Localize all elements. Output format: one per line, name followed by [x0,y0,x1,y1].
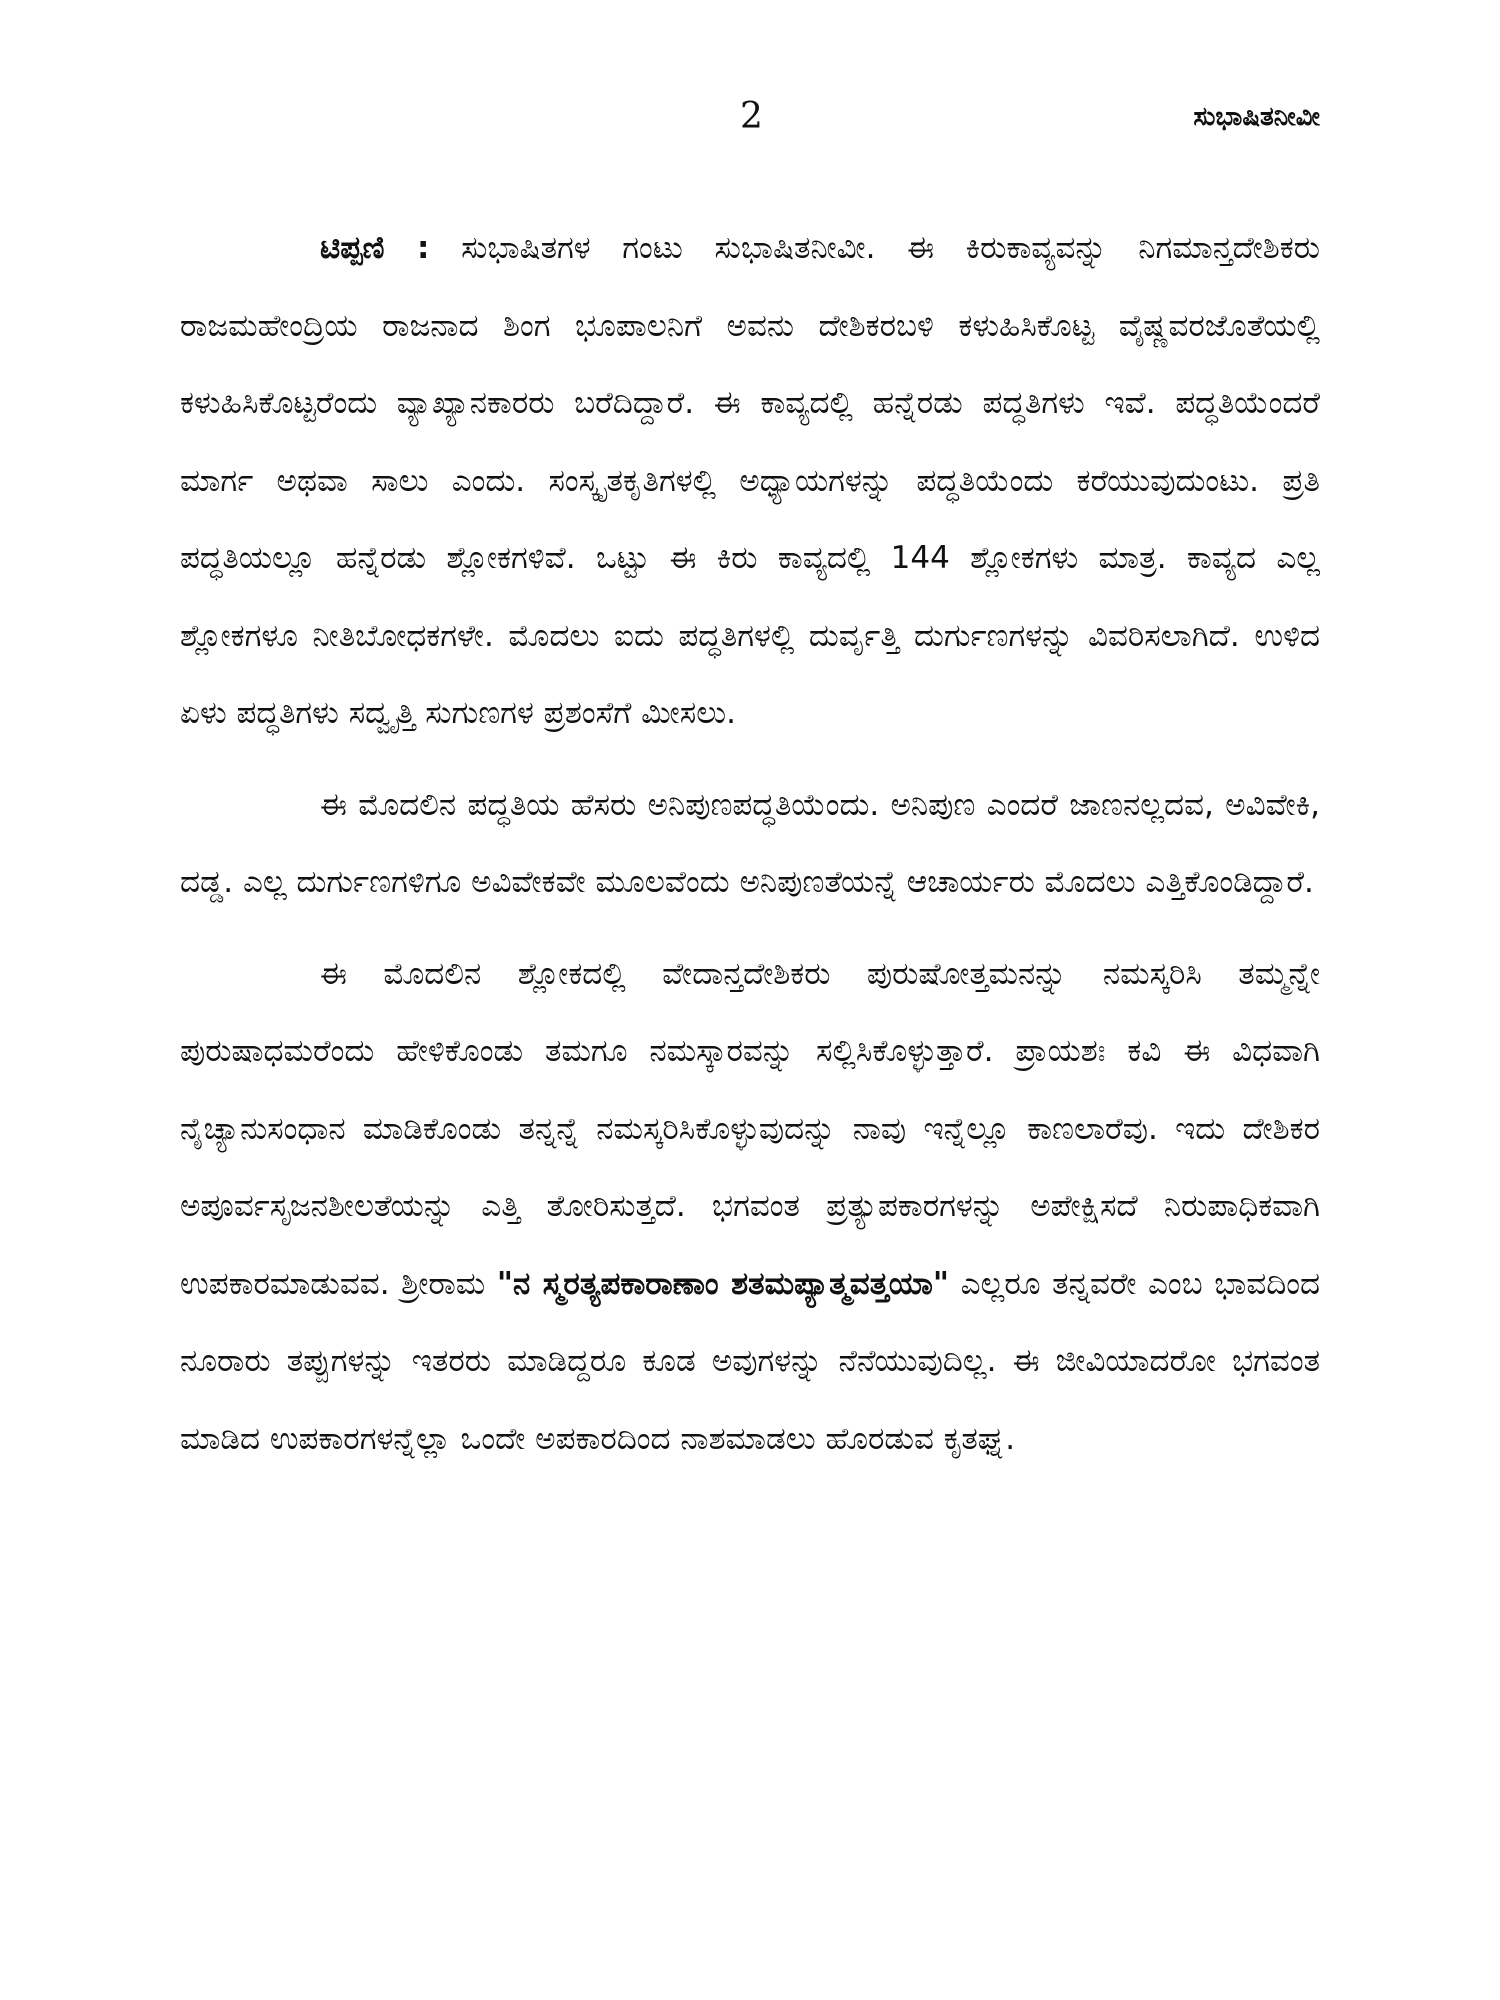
body-text [180,210,1320,1478]
first-shloka-text-after: ಎಲ್ಲರೂ ತನ್ನವರೇ ಎಂಬ ಭಾವದಿಂದ ನೂರಾರು ತಪ್ಪುಗಳನ್ನು ಇತರರು ಮಾಡಿದ್ದರೂ ಕೂಡ ಅವುಗಳನ್ನು ನೆನೆಯುವುದಿಲ್ಲ. ಈ ಜೀವಿಯಾದರೋ ಭಗವಂತ ಮಾಡಿದ ಉಪಕಾರಗಳನ್ನೆಲ್ಲಾ ಒಂದೇ ಅಪಕಾರದಿಂದ ನಾಶಮಾಡಲು ಹೊರಡುವ ಕೃತಘ್ನ. [180,1265,1321,1457]
paragraph-commentary [180,210,1320,753]
page-number: 2 [740,96,763,137]
paragraph-first-shloka [180,936,1320,1479]
commentary-text: ಸುಭಾಷಿತಗಳ ಗಂಟು ಸುಭಾಷಿತನೀವೀ. ಈ ಕಿರುಕಾವ್ಯವನ್ನು ನಿಗಮಾನ್ತದೇಶಿಕರು ರಾಜಮಹೇಂದ್ರಿಯ ರಾಜನಾದ ಶಿಂಗ ಭೂಪಾಲನಿಗೆ ಅವನು ದೇಶಿಕರಬಳಿ ಕಳುಹಿಸಿಕೊಟ್ಟ ವೈಷ್ಣವರಜೊತೆಯಲ್ಲಿ ಕಳುಹಿಸಿಕೊಟ್ಟರೆಂದು ವ್ಯಾಖ್ಯಾನಕಾರರು ಬರೆದಿದ್ದಾರೆ. ಈ ಕಾವ್ಯದಲ್ಲಿ ಹನ್ನೆರಡು ಪದ್ಧತಿಗಳು ಇವೆ. ಪದ್ಧತಿಯೆಂದರೆ ಮಾರ್ಗ ಅಥವಾ ಸಾಲು ಎಂದು. ಸಂಸ್ಕೃತಕೃತಿಗಳಲ್ಲಿ ಅಧ್ಯಾಯಗಳನ್ನು ಪದ್ಧತಿಯೆಂದು ಕರೆಯುವುದುಂಟು. ಪ್ರತಿ ಪದ್ಧತಿಯಲ್ಲೂ ಹನ್ನೆರಡು ಶ್ಲೋಕಗಳಿವೆ. ಒಟ್ಟು ಈ ಕಿರು ಕಾವ್ಯದಲ್ಲಿ 144 ಶ್ಲೋಕಗಳು ಮಾತ್ರ. ಕಾವ್ಯದ ಎಲ್ಲ ಶ್ಲೋಕಗಳೂ ನೀತಿಬೋಧಕಗಳೇ. ಮೊದಲು ಐದು ಪದ್ಧತಿಗಳಲ್ಲಿ ದುರ್ವೃತ್ತಿ ದುರ್ಗುಣಗಳನ್ನು ವಿವರಿಸಲಾಗಿದೆ. ಉಳಿದ ಏಳು ಪದ್ಧತಿಗಳು ಸದ್ವೃತ್ತಿ ಸುಗುಣಗಳ ಪ್ರಶಂಸೆಗೆ ಮೀಸಲು. [180,230,1320,731]
running-title: ಸುಭಾಷಿತನೀವೀ [1193,102,1320,132]
commentary-label: ಟಿಪ್ಪಣಿ : [320,230,430,266]
ramayana-quote: "ನ ಸ್ಮರತ್ಯಪಕಾರಾಣಾಂ ಶತಮಪ್ಯಾತ್ಮವತ್ತಯಾ" [496,1265,950,1302]
first-shloka-text-before: ಈ ಮೊದಲಿನ ಶ್ಲೋಕದಲ್ಲಿ ವೇದಾನ್ತದೇಶಿಕರು ಪುರುಷೋತ್ತಮನನ್ನು ನಮಸ್ಕರಿಸಿ ತಮ್ಮನ್ನೇ ಪುರುಷಾಧಮರೆಂದು ಹೇಳಿಕೊಂಡು ತಮಗೂ ನಮಸ್ಕಾರವನ್ನು ಸಲ್ಲಿಸಿಕೊಳ್ಳುತ್ತಾರೆ. ಪ್ರಾಯಶಃ ಕವಿ ಈ ವಿಧವಾಗಿ ನೈಚ್ಯಾನುಸಂಧಾನ ಮಾಡಿಕೊಂಡು ತನ್ನನ್ನೆ ನಮಸ್ಕರಿಸಿಕೊಳ್ಳುವುದನ್ನು ನಾವು ಇನ್ನೆಲ್ಲೂ ಕಾಣಲಾರೆವು. ಇದು ದೇಶಿಕರ ಅಪೂರ್ವಸೃಜನಶೀಲತೆಯನ್ನು ಎತ್ತಿ ತೋರಿಸುತ್ತದೆ. ಭಗವಂತ ಪ್ರತ್ಯುಪಕಾರಗಳನ್ನು ಅಪೇಕ್ಷಿಸದೆ ನಿರುಪಾಧಿಕವಾಗಿ ಉಪಕಾರಮಾಡುವವ. ಶ್ರೀರಾಮ [180,955,1320,1302]
page-header [180,96,1320,146]
anipuna-text: ಈ ಮೊದಲಿನ ಪದ್ಧತಿಯ ಹೆಸರು ಅನಿಪುಣಪದ್ಧತಿಯೆಂದು. ಅನಿಪುಣ ಎಂದರೆ ಜಾಣನಲ್ಲದವ, ಅವಿವೇಕಿ, ದಡ್ಡ. ಎಲ್ಲ ದುರ್ಗುಣಗಳಿಗೂ ಅವಿವೇಕವೇ ಮೂಲವೆಂದು ಅನಿಪುಣತೆಯನ್ನೆ ಆಚಾರ್ಯರು ಮೊದಲು ಎತ್ತಿಕೊಂಡಿದ್ದಾರೆ. [180,786,1320,900]
paragraph-anipuna [180,767,1320,922]
